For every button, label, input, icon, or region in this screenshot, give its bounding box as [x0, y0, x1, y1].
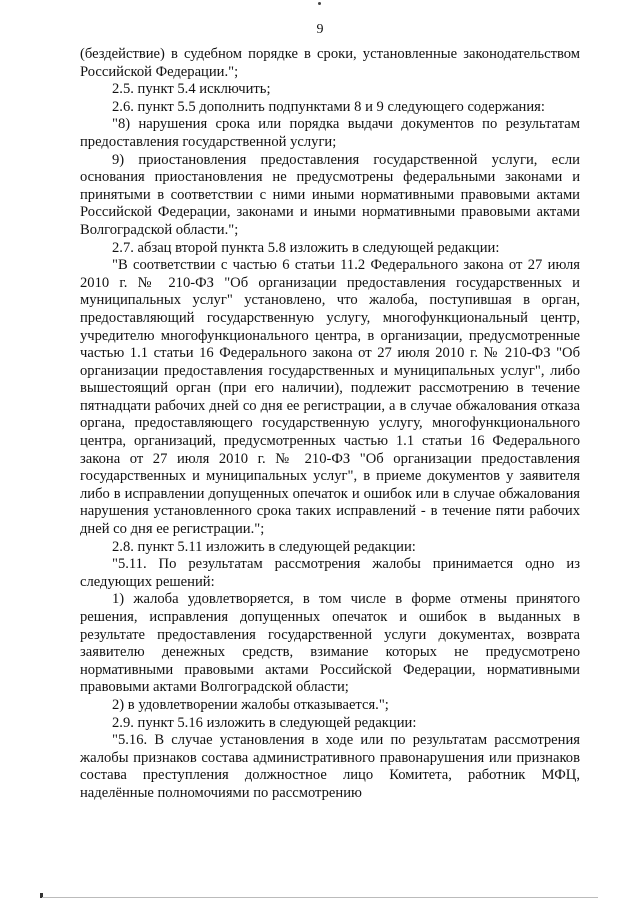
paragraph: 2) в удовлетворении жалобы отказывается."; — [112, 696, 389, 713]
paragraph: "5.16. В случае установления в ходе или по результатам рассмотрения жалобы признаков состава административного правонарушения или признаков состава преступления должностное лицо Комитета, работник МФЦ, наделённые полномочиями по рассмотрению — [80, 732, 580, 801]
paragraph: 2.7. абзац второй пункта 5.8 изложить в следующей редакции: — [112, 239, 500, 256]
page-number: 9 — [316, 22, 324, 37]
paragraph: "5.11. По результатам рассмотрения жалобы принимается одно из следующих решений: — [80, 556, 580, 590]
paragraph: (бездействие) в судебном порядке в сроки, установленные законодательством Российской Федерации."; — [80, 46, 580, 80]
top-dot-mark — [318, 2, 321, 5]
paragraph: "8) нарушения срока или порядка выдачи документов по результатам предоставления государственной услуги; — [80, 116, 580, 150]
document-body — [80, 46, 580, 803]
paragraph: 2.8. пункт 5.11 изложить в следующей редакции: — [112, 538, 416, 555]
paragraph: 2.9. пункт 5.16 изложить в следующей редакции: — [112, 714, 417, 731]
paragraph: 2.5. пункт 5.4 исключить; — [112, 81, 271, 98]
paragraph: 1) жалоба удовлетворяется, в том числе в форме отмены принятого решения, исправления допущенных опечаток и ошибок в выданных в результате предоставления государственной услуги документах, возврата заявителю денежных средств, взимание которых не предусмотрено нормативными правовыми актами Российской Федерации, нормативными правовыми актами Волгоградской области; — [80, 591, 580, 696]
paragraph: 9) приостановления предоставления государственной услуги, если основания приостановления не предусмотрены федеральными законами и принятыми в соответствии с ними иными нормативными правовыми актами Российской Федерации, законами и иными нормативными правовыми актами Волгоградской области."; — [80, 151, 580, 238]
paragraph: 2.6. пункт 5.5 дополнить подпунктами 8 и 9 следующего содержания: — [112, 98, 545, 115]
paragraph: "В соответствии с частью 6 статьи 11.2 Федерального закона от 27 июля 2010 г. № 210-ФЗ "Об организации предоставления государственных и муниципальных услуг" установлено, что жалоба, поступившая в орган, предоставляющий государственную услугу, многофункциональный центр, учредителю многофункционального центра, в организации, предусмотренные частью 1.1 статьи 16 Федерального закона от 27 июля 2010 г. № 210-ФЗ "Об организации предоставления государственных и муниципальных услуг", либо вышестоящий орган (при его наличии), подлежит рассмотрению в течение пятнадцати рабочих дней со дня ее регистрации, а в случае обжалования отказа органа, предоставляющего государственную услугу, многофункционального центра, организаций, предусмотренных частью 1.1 статьи 16 Федерального закона от 27 июля 2010 г. № 210-ФЗ "Об организации предоставления государственных и муниципальных услуг", в приеме документов у заявителя либо в исправлении допущенных опечаток и ошибок или в случае обжалования нарушения установленного срока таких исправлений - в течение пяти рабочих дней со дня ее регистрации."; — [80, 257, 580, 538]
bottom-rule — [42, 897, 598, 898]
